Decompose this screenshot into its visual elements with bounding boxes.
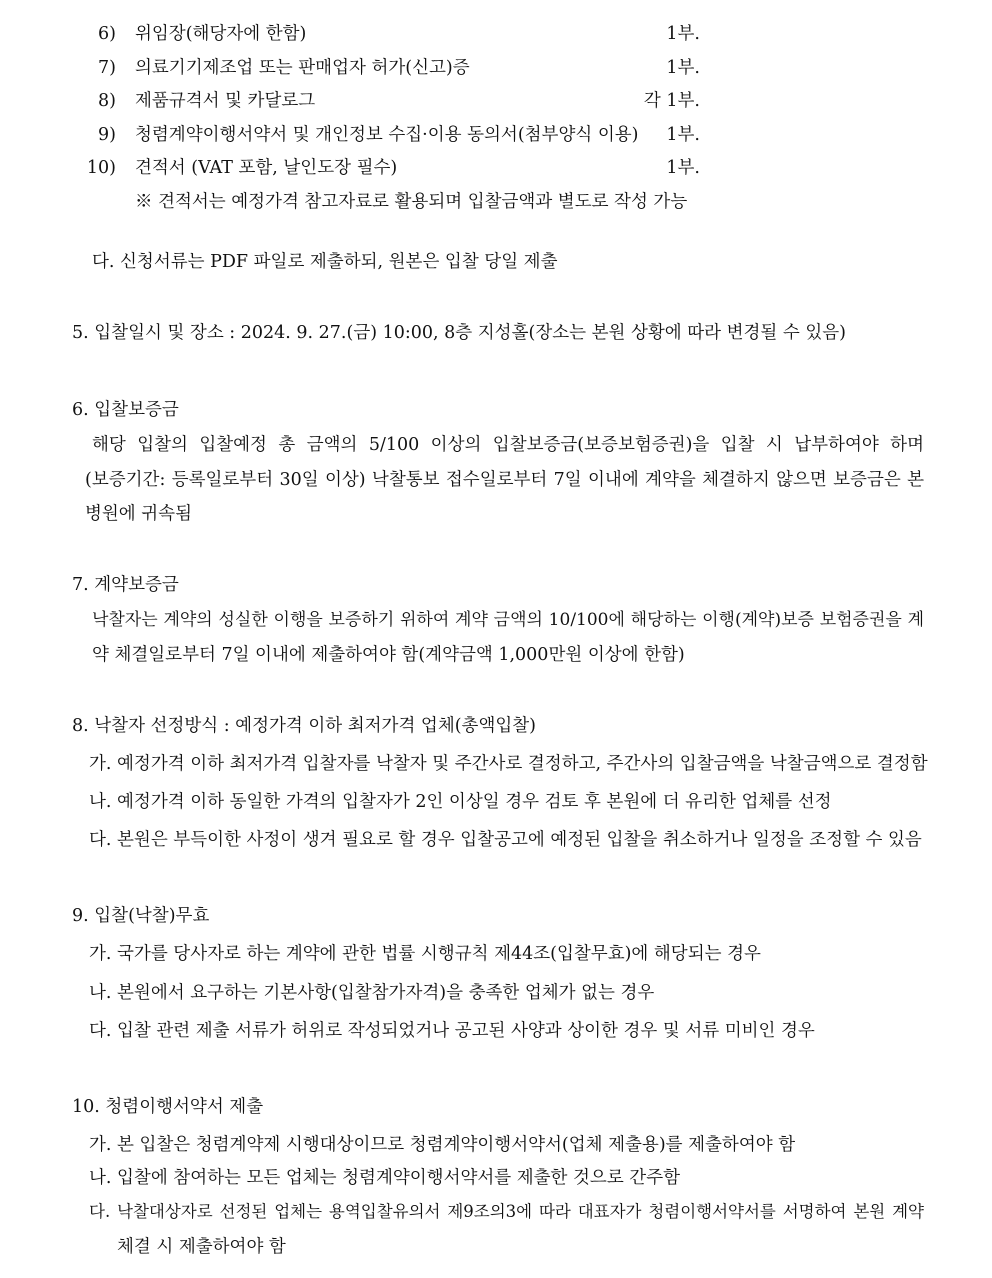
section-7-title: 7. 계약보증금 xyxy=(72,575,179,595)
section-6-title: 6. 입찰보증금 xyxy=(72,400,179,420)
section-10-item-continuation: 체결 시 제출하여야 함 xyxy=(117,1237,286,1257)
item-quantity: 1부. xyxy=(666,58,700,78)
section-6-body-line: (보증기간: 등록일로부터 30일 이상) 낙찰통보 접수일로부터 7일 이내에 계약을 체결하지 않으면 보증금은 본 xyxy=(85,470,924,490)
section-6-body-line: 해당 입찰의 입찰예정 총 금액의 5/100 이상의 입찰보증금(보증보험증권)을 입찰 시 납부하여야 하며 xyxy=(92,435,924,455)
section-8-item: 나. 예정가격 이하 동일한 가격의 입찰자가 2인 이상일 경우 검토 후 본원에 더 유리한 업체를 선정 xyxy=(89,792,832,812)
section-9-title: 9. 입찰(낙찰)무효 xyxy=(72,906,210,926)
item-number: 8) xyxy=(98,91,116,111)
section-10-item: 가. 본 입찰은 청렴계약제 시행대상이므로 청렴계약이행서약서(업체 제출용)를 제출하여야 함 xyxy=(89,1135,796,1155)
section-10-title: 10. 청렴이행서약서 제출 xyxy=(72,1097,264,1117)
section-10-item: 나. 입찰에 참여하는 모든 업체는 청렴계약이행서약서를 제출한 것으로 간주함 xyxy=(89,1168,681,1188)
section-8-title: 8. 낙찰자 선정방식 : 예정가격 이하 최저가격 업체(총액입찰) xyxy=(72,716,536,736)
item-text: 견적서 (VAT 포함, 날인도장 필수) xyxy=(135,158,398,178)
item-quantity: 1부. xyxy=(666,24,700,44)
section-8-item: 다. 본원은 부득이한 사정이 생겨 필요로 할 경우 입찰공고에 예정된 입찰을 취소하거나 일정을 조정할 수 있음 xyxy=(89,830,922,850)
item-number: 10) xyxy=(86,158,116,178)
section-7-body-line: 약 체결일로부터 7일 이내에 제출하여야 함(계약금액 1,000만원 이상에 한함) xyxy=(92,645,685,665)
item-quantity: 1부. xyxy=(666,158,700,178)
item-text: 제품규격서 및 카달로그 xyxy=(135,91,316,111)
item-text: 청렴계약이행서약서 및 개인정보 수집·이용 동의서(첨부양식 이용) xyxy=(135,125,639,145)
section-9-item: 가. 국가를 당사자로 하는 계약에 관한 법률 시행규칙 제44조(입찰무효)에 해당되는 경우 xyxy=(89,944,761,964)
section-6-body-line: 병원에 귀속됨 xyxy=(85,504,192,524)
item-text: 의료기기제조업 또는 판매업자 허가(신고)증 xyxy=(135,58,470,78)
section-9-item: 나. 본원에서 요구하는 기본사항(입찰참가자격)을 충족한 업체가 없는 경우 xyxy=(89,983,655,1003)
section-8-item: 가. 예정가격 이하 최저가격 입찰자를 낙찰자 및 주간사로 결정하고, 주간사의 입찰금액을 낙찰금액으로 결정함 xyxy=(89,754,928,774)
section-5-title: 5. 입찰일시 및 장소 : 2024. 9. 27.(금) 10:00, 8층 지성홀(장소는 본원 상황에 따라 변경될 수 있음) xyxy=(72,323,846,343)
item-number: 6) xyxy=(98,24,116,44)
section-10-item: 다. 낙찰대상자로 선정된 업체는 용역입찰유의서 제9조의3에 따라 대표자가 청렴이행서약서를 서명하여 본원 계약 xyxy=(89,1202,924,1221)
item-quantity: 1부. xyxy=(666,125,700,145)
section-7-body-line: 낙찰자는 계약의 성실한 이행을 보증하기 위하여 계약 금액의 10/100에 해당하는 이행(계약)보증 보험증권을 계 xyxy=(92,610,924,630)
submission-note: 다. 신청서류는 PDF 파일로 제출하되, 원본은 입찰 당일 제출 xyxy=(92,252,558,272)
item-number: 9) xyxy=(98,125,116,145)
item-number: 7) xyxy=(98,58,116,78)
section-9-item: 다. 입찰 관련 제출 서류가 허위로 작성되었거나 공고된 사양과 상이한 경우 및 서류 미비인 경우 xyxy=(89,1021,815,1041)
estimate-note: ※ 견적서는 예정가격 참고자료로 활용되며 입찰금액과 별도로 작성 가능 xyxy=(135,192,688,212)
item-text: 위임장(해당자에 한함) xyxy=(135,24,307,44)
item-quantity: 각 1부. xyxy=(643,91,700,111)
